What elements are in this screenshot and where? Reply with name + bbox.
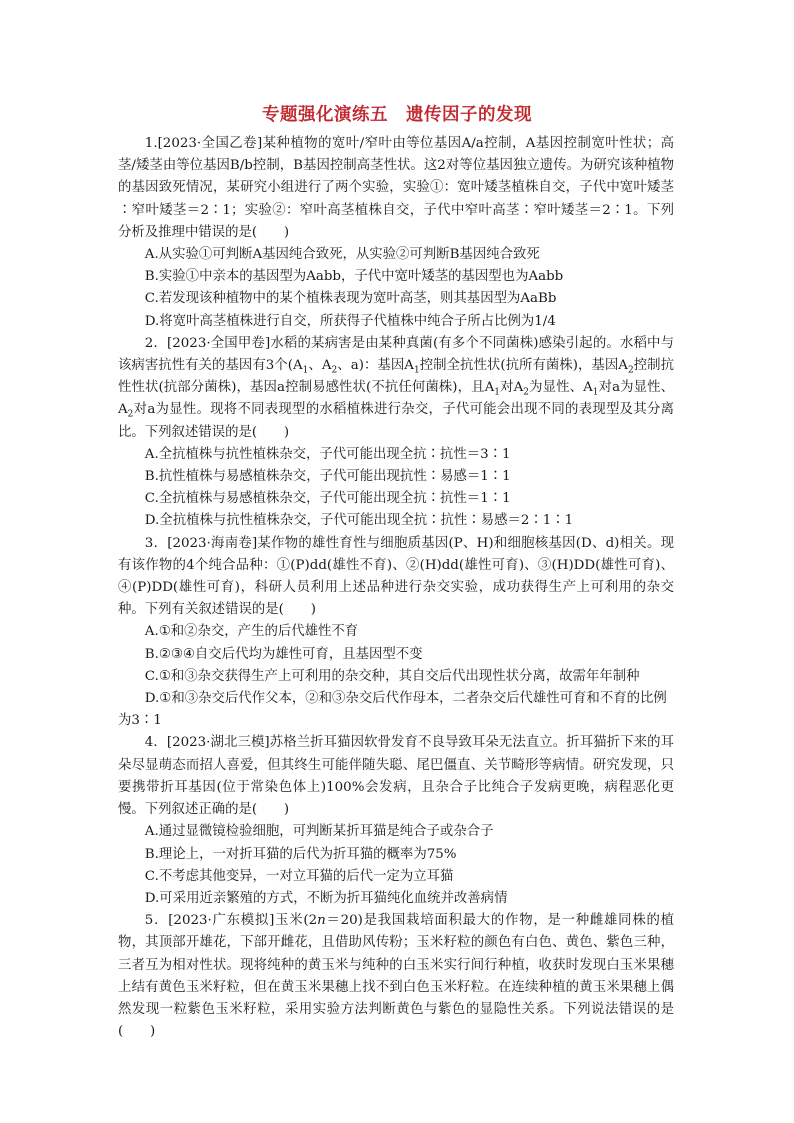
question-4 [118, 732, 674, 910]
page-title: 专题强化演练五 遗传因子的发现 [262, 105, 532, 125]
option-b: B.理论上，一对折耳猫的后代为折耳猫的概率为75% [144, 846, 457, 862]
question-5 [118, 910, 674, 1043]
option-d: D.①和③杂交后代作父本，②和③杂交后代作母本，二者杂交后代雄性可育和不育的比例为3∶1 [118, 691, 667, 729]
question-3 [118, 533, 674, 733]
option-d: D.全抗植株与抗性植株杂交，子代可能出现全抗∶抗性∶易感＝2∶1∶1 [144, 513, 574, 529]
option-c: C.①和③杂交获得生产上可利用的杂交种，其自交后代出现性状分离，故需年年制种 [144, 668, 640, 684]
question-list [118, 133, 674, 1043]
option-b: B.②③④自交后代均为雄性可育，且基因型不变 [144, 646, 423, 662]
question-1 [118, 133, 674, 333]
option-b: B.抗性植株与易感植株杂交，子代可能出现抗性∶易感＝1∶1 [144, 469, 511, 485]
question-stem: 5．[2023·广东模拟]玉米(2n＝20)是我国栽培面积最大的作物，是一种雌雄同株的植物，其顶部开雄花，下部开雌花，且借助风传粉；玉米籽粒的颜色有白色、黄色、紫色三种，三者互为相对性状。现将纯种的黄玉米与纯种的白玉米实行间行种植，收获时发现白玉米果穗上结有黄色玉米籽粒，但在黄玉米果穗上找不到白色玉米籽粒。在连续种植的黄玉米果穗上偶然发现一粒紫色玉米籽粒，采用实验方法判断黄色与紫色的显隐性关系。下列说法错误的是( ) [118, 913, 674, 1040]
question-stem: 3．[2023·海南卷]某作物的雄性育性与细胞质基因(P、H)和细胞核基因(D、d)相关。现有该作物的4个纯合品种：①(P)dd(雄性不育)、②(H)dd(雄性可育)、③(H)DD(雄性可育)、④(P)DD(雄性可育)，科研人员利用上述品种进行杂交实验，成功获得生产上可利用的杂交种。下列有关叙述错误的是( ) [118, 535, 674, 618]
option-b: B.实验①中亲本的基因型为Aabb，子代中宽叶矮茎的基因型也为Aabb [144, 269, 564, 285]
option-d: D.可采用近亲繁殖的方式，不断为折耳猫纯化血统并改善病情 [144, 890, 508, 906]
option-a: A.全抗植株与抗性植株杂交，子代可能出现全抗∶抗性＝3∶1 [144, 446, 511, 462]
option-c: C.若发现该种植物中的某个植株表现为宽叶高茎，则其基因型为AaBb [144, 291, 557, 307]
option-c: C.不考虑其他变异，一对立耳猫的后代一定为立耳猫 [144, 868, 454, 884]
question-stem: 2．[2023·全国甲卷]水稻的某病害是由某种真菌(有多个不同菌株)感染引起的。水稻中与该病害抗性有关的基因有3个($A_1$、$A_2$、a)：基因$A_1$控制全抗性状(抗所有菌株)，基因$A_2$控制抗性性状(抗部分菌株)，基因a控制易感性状(不抗任何菌株)，且$A_1$对$A_2$为显性、$A_1$对a为显性、$A_2$对a为显性。现将不同表现型的水稻植株进行杂交，子代可能会出现不同的表现型及其分离比。下列叙述错误的是( ) [118, 335, 675, 440]
option-a: A.从实验①可判断A基因纯合致死，从实验②可判断B基因纯合致死 [144, 247, 540, 263]
question-stem: 1.[2023·全国乙卷]某种植物的宽叶/窄叶由等位基因A/a控制，A基因控制宽叶性状；高茎/矮茎由等位基因B/b控制，B基因控制高茎性状。这2对等位基因独立遗传。为研究该种植物的基因致死情况，某研究小组进行了两个实验，实验①：宽叶矮茎植株自交，子代中宽叶矮茎∶窄叶矮茎＝2∶1；实验②：窄叶高茎植株自交，子代中窄叶高茎∶窄叶矮茎＝2∶1。下列分析及推理中错误的是( ) [118, 136, 674, 240]
option-a: A.通过显微镜检验细胞，可判断某折耳猫是纯合子或杂合子 [144, 824, 494, 840]
question-2 [118, 333, 674, 533]
option-d: D.将宽叶高茎植株进行自交，所获得子代植株中纯合子所占比例为1/4 [144, 313, 556, 329]
question-stem: 4．[2023·湖北三模]苏格兰折耳猫因软骨发育不良导致耳朵无法直立。折耳猫折下来的耳朵尽显萌态而招人喜爱，但其终生可能伴随失聪、尾巴僵直、关节畸形等病情。研究发现，只要携带折耳基因(位于常染色体上)100%会发病，且杂合子比纯合子发病更晚，病程恶化更慢。下列叙述正确的是( ) [118, 735, 674, 818]
option-c: C.全抗植株与易感植株杂交，子代可能出现全抗∶抗性＝1∶1 [144, 491, 511, 507]
option-a: A.①和②杂交，产生的后代雄性不育 [144, 624, 359, 640]
